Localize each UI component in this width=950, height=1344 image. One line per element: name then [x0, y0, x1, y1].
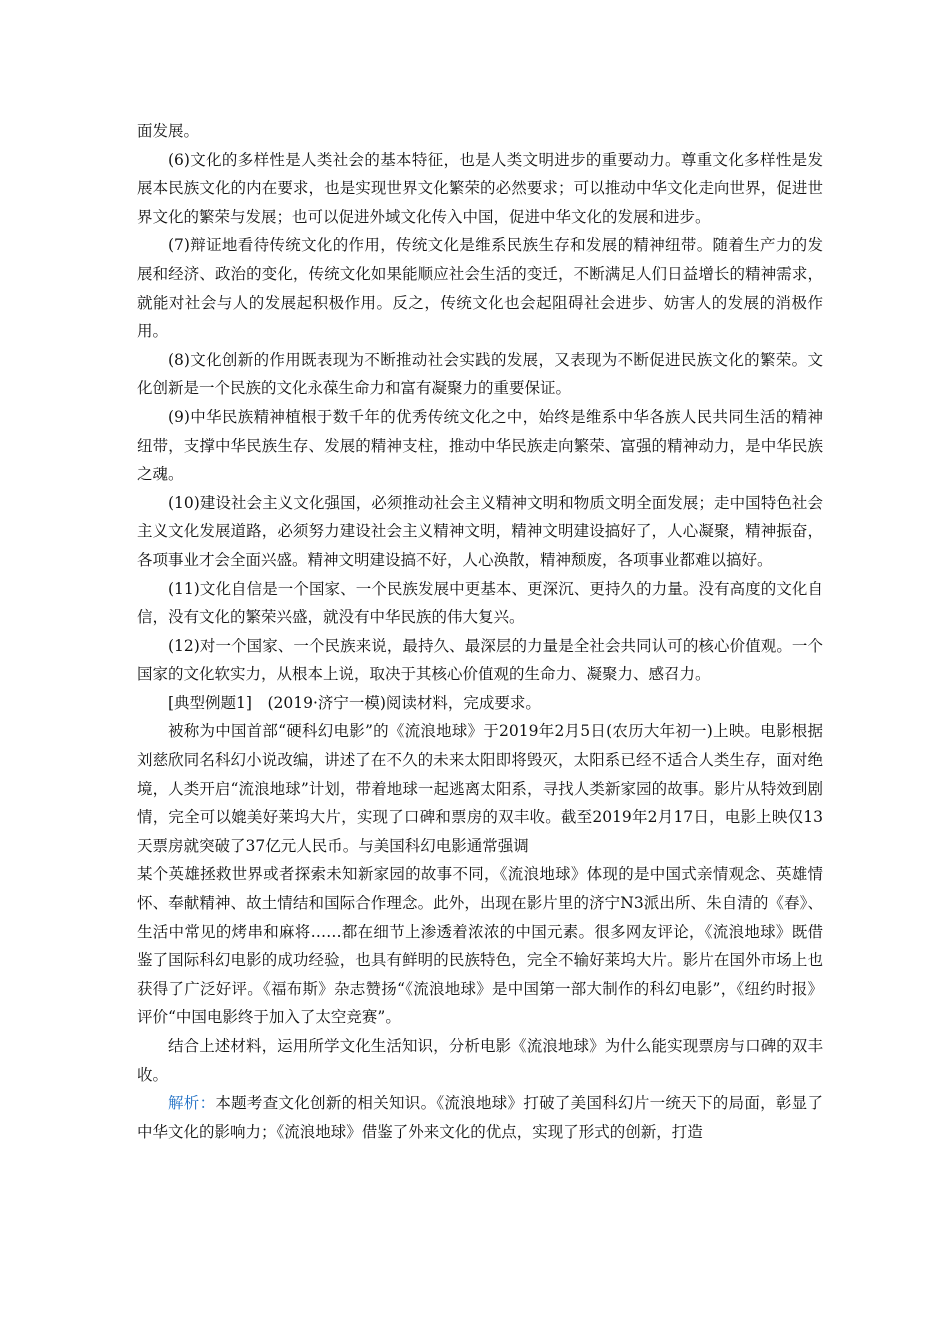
- document-body: [137, 117, 823, 1146]
- paragraph-point-9: (9)中华民族精神植根于数千年的优秀传统文化之中，始终是维系中华各族人民共同生活的精神纽带，支撑中华民族生存、发展的精神支柱，推动中华民族走向繁荣、富强的精神动力，是中华民族之魂。: [137, 407, 823, 484]
- material-paragraph-1: 被称为中国首部“硬科幻电影”的《流浪地球》于2019年2月5日(农历大年初一)上映。电影根据刘慈欣同名科幻小说改编，讲述了在不久的未来太阳即将毁灭，太阳系已经不适合人类生存，面对绝境，人类开启“流浪地球”计划，带着地球一起逃离太阳系，寻找人类新家园的故事。影片从特效到剧情，完全可以媲美好莱坞大片，实现了口碑和票房的双丰收。截至2019年2月17日，电影上映仅13天票房就突破了37亿元人民币。与美国科幻电影通常强调: [137, 722, 823, 855]
- paragraph-point-7: (7)辩证地看待传统文化的作用，传统文化是维系民族生存和发展的精神纽带。随着生产力的发展和经济、政治的变化，传统文化如果能顺应社会生活的变迁，不断满足人们日益增长的精神需求，就能对社会与人的发展起积极作用。反之，传统文化也会起阻碍社会进步、妨害人的发展的消极作用。: [137, 236, 823, 341]
- example-heading: [典型例题1] (2019·济宁一模)阅读材料，完成要求。: [168, 693, 541, 712]
- material-paragraph-2: 某个英雄拯救世界或者探索未知新家园的故事不同，《流浪地球》体现的是中国式亲情观念、英雄情怀、奉献精神、故土情结和国际合作理念。此外，出现在影片里的济宁N3派出所、朱自清的《春》、生活中常见的烤串和麻将……都在细节上渗透着浓浓的中国元素。很多网友评论，《流浪地球》既借鉴了国际科幻电影的成功经验，也具有鲜明的民族特色，完全不输好莱坞大片。影片在国外市场上也获得了广泛好评。《福布斯》杂志赞扬“《流浪地球》是中国第一部大制作的科幻电影”，《纽约时报》评价“中国电影终于加入了太空竞赛”。: [137, 865, 823, 1027]
- analysis-paragraph: [137, 1089, 823, 1146]
- analysis-text: 本题考查文化创新的相关知识。《流浪地球》打破了美国科幻片一统天下的局面，彰显了中华文化的影响力；《流浪地球》借鉴了外来文化的优点，实现了形式的创新，打造: [137, 1094, 823, 1141]
- paragraph-point-12: (12)对一个国家、一个民族来说，最持久、最深层的力量是全社会共同认可的核心价值观。一个国家的文化软实力，从根本上说，取决于其核心价值观的生命力、凝聚力、感召力。: [137, 636, 823, 684]
- analysis-label: 解析：: [168, 1094, 216, 1113]
- paragraph-point-6: (6)文化的多样性是人类社会的基本特征，也是人类文明进步的重要动力。尊重文化多样性是发展本民族文化的内在要求，也是实现世界文化繁荣的必然要求；可以推动中华文化走向世界，促进世界文化的繁荣与发展；也可以促进外域文化传入中国，促进中华文化的发展和进步。: [137, 150, 823, 226]
- paragraph-continuation: 面发展。: [137, 122, 200, 140]
- paragraph-point-8: (8)文化创新的作用既表现为不断推动社会实践的发展，又表现为不断促进民族文化的繁荣。文化创新是一个民族的文化永葆生命力和富有凝聚力的重要保证。: [137, 350, 823, 398]
- question-prompt: 结合上述材料，运用所学文化生活知识，分析电影《流浪地球》为什么能实现票房与口碑的双丰收。: [137, 1037, 823, 1084]
- paragraph-point-11: (11)文化自信是一个国家、一个民族发展中更基本、更深沉、更持久的力量。没有高度的文化自信，没有文化的繁荣兴盛，就没有中华民族的伟大复兴。: [137, 579, 823, 627]
- paragraph-point-10: (10)建设社会主义文化强国，必须推动社会主义精神文明和物质文明全面发展；走中国特色社会主义文化发展道路，必须努力建设社会主义精神文明，精神文明建设搞好了，人心凝聚，精神振奋，各项事业才会全面兴盛。精神文明建设搞不好，人心涣散，精神颓废，各项事业都难以搞好。: [137, 493, 823, 569]
